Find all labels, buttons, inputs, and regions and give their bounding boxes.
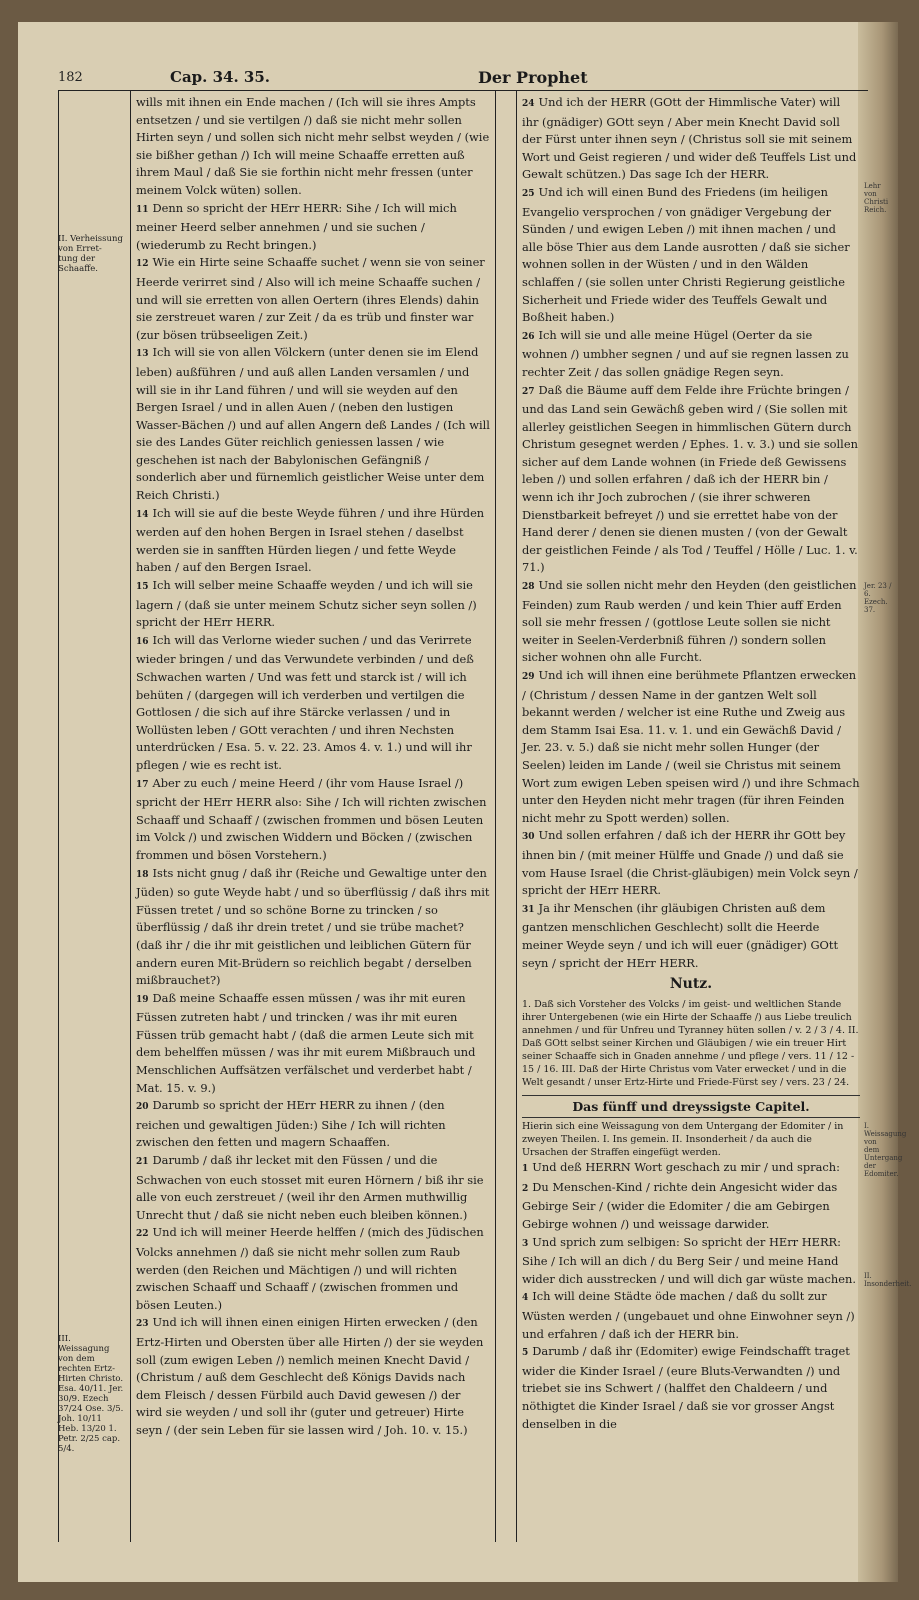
verse-text: Ists nicht gnug / daß ihr (Reiche und Gewaltige unter den Jüden) so gute Weyde habt / und so überflüssig / daß ihrs mit Füssen tretet / und so schöne Borne zu trincken / so überflüssig / daß ihr drein tretet / und sie trübe machet? (daß ihr / die ihr mit geistlichen und leiblichen Gütern für andern euren Mit-Brüdern so reichlich begabt / derselben mißbrauchet?) <box>136 865 490 988</box>
verse <box>136 505 490 577</box>
verse <box>136 775 490 865</box>
right-margin-note: Lehr von Christi Reich. <box>864 182 889 214</box>
verse <box>136 94 490 200</box>
verse-text: Und deß HERRN Wort geschach zu mir / und sprach: <box>532 1160 840 1175</box>
verse <box>522 1288 860 1343</box>
verse-number: 1 <box>522 1164 529 1175</box>
verse-number: 24 <box>522 99 535 109</box>
chapter-reference: Cap. 34. 35. <box>170 68 271 86</box>
verse <box>136 344 490 504</box>
chapter-34-verses <box>522 94 860 972</box>
left-gutter <box>58 94 130 1554</box>
verse-number: 19 <box>136 994 149 1005</box>
verse-text: Denn so spricht der HErr HERR: Sihe / Ich will mich meiner Heerd selber annehmen / und sie suchen / (wiederumb zu Recht bringen.) <box>136 200 457 252</box>
left-text-column <box>136 94 490 1544</box>
verse-text: Ja ihr Menschen (ihr gläubigen Christen auß dem gantzen menschlichen Geschlecht) sollt die Heerde meiner Weyde seyn / und ich will euer (gnädiger) GOtt seyn / spricht der HErr HERR. <box>522 900 839 970</box>
verse-text: Und ich will meiner Heerde helffen / (mich des Jüdischen Volcks annehmen /) daß sie nicht mehr sollen zum Raub werden (den Reichen und Mächtigen /) und will richten zwischen Schaaff und Schaaff / (zwischen frommen und bösen Leuten.) <box>136 1225 484 1312</box>
chapter-35-verses <box>522 1159 860 1433</box>
chapter-35-summary: Hierin sich eine Weissagung von dem Untergang der Edomiter / in zweyen Theilen. I. Ins gemein. II. Insonderheit / da auch die Ursachen der Straffen eingefügt werden. <box>522 1121 844 1159</box>
verse <box>136 865 490 990</box>
column-divider-inner <box>516 90 517 1542</box>
verse <box>136 632 490 775</box>
verse <box>136 1152 490 1224</box>
verse-text: Darumb so spricht der HErr HERR zu ihnen / (den reichen und gewaltigen Jüden:) Sihe / Ich will richten zwischen den fetten und magern Schaaffen. <box>136 1098 446 1150</box>
verse-text: Und sprich zum selbigen: So spricht der HErr HERR: Sihe / Ich will an dich / du Berg Seir / und meine Hand wider dich ausstrecken / und will dich gar wüste machen. <box>522 1234 856 1286</box>
book-spine <box>858 22 912 1582</box>
page-header <box>58 68 858 90</box>
verse <box>522 667 860 827</box>
verse-number: 4 <box>522 1293 529 1304</box>
verse-text: Und ich will einen Bund des Friedens (im heiligen Evangelio versprochen / von gnädiger Vergebung der Sünden / und ewigen Leben /) mit ihnen machen / und alle böse Thier aus dem Lande ausrotten / daß sie sicher wohnen sollen in der Wüsten / und in den Wälden schlaffen / (sie sollen unter Christi Regierung geistliche Sicherheit und Friede wider des Teuffels Gewalt und Boßheit haben.) <box>522 184 850 325</box>
page-number: 182 <box>58 70 83 85</box>
verse <box>136 990 490 1098</box>
verse-number: 23 <box>136 1319 149 1330</box>
verse-text: Daß meine Schaaffe essen müssen / was ihr mit euren Füssen zutreten habt / und trincken / was ihr mit euren Füssen trüb gemacht habt / (daß die armen Leute sich mit dem behelffen müssen / was ihr mit eurem Mißbrauch und Menschlichen Auffsätzen verfälschet und verderbet habt / Mat. 15. v. 9.) <box>136 990 476 1095</box>
verse <box>136 1314 490 1439</box>
verse <box>136 254 490 344</box>
nutz-text: 1. Daß sich Vorsteher des Volcks / im geist- und weltlichen Stande ihrer Untergebenen (wie ein Hirte der Schaaffe /) aus Liebe treulich annehmen / und für Unfreu und Tyranney hüten sollen / v. 2 / 3 / 4. II. Daß GOtt selbst seiner Kirchen und Gläubigen / wie ein treuer Hirt seiner Schaaffe sich in Gnaden annehme / und pflege / vers. 11 / 12 - 15 / 16. III. Daß der Hirte Christus vom Vater erwecket / und in die Welt gesandt / unser Ertz-Hirte und Friede-Fürst sey / vers. 23 / 24. <box>522 998 859 1088</box>
verse <box>522 1234 860 1289</box>
verse <box>522 827 860 899</box>
verse-text: Darumb / daß ihr lecket mit den Füssen / und die Schwachen von euch stosset mit euren Hörnern / biß ihr sie alle von euch zerstreuet / (weil ihr den Armen muthwillig Unrecht thut / daß sie nicht neben euch bleiben können.) <box>136 1153 484 1222</box>
verse <box>522 1179 860 1234</box>
column-divider <box>495 90 496 1542</box>
verse-number: 21 <box>136 1157 149 1168</box>
verse-number: 22 <box>136 1229 149 1240</box>
verse-text: wills mit ihnen ein Ende machen / (Ich will sie ihres Ampts entsetzen / und sie vertilgen /) daß sie nicht mehr sollen Hirten seyn / und sollen sich nicht mehr selbst weyden / (wie sie bißher gethan /) Ich will meine Schaaffe erretten auß ihrem Maul / daß Sie sie forthin nicht mehr fressen (unter meinem Volck wüten) sollen. <box>136 95 490 197</box>
verse-text: Ich will sie von allen Völckern (unter denen sie im Elend leben) außführen / und auß allen Landen versamlen / und will sie in ihr Land führen / und will sie weyden auf den Bergen Israel / und in allen Auen / (neben den lustigen Wasser-Bächen /) und auf allen Angern deß Landes / (Ich will sie des Landes Güter reichlich geniessen lassen / wie geschehen ist nach der Babylonischen Gefängniß / sonderlich aber und fürnemlich geistlicher Weise unter dem Reich Christi.) <box>136 345 490 503</box>
verse <box>136 1097 490 1152</box>
right-text-column <box>522 94 860 1544</box>
verse-number: 27 <box>522 386 535 397</box>
book-page <box>18 22 912 1582</box>
verse-text: Und sollen erfahren / daß ich der HERR ihr GOtt bey ihnen bin / (mit meiner Hülffe und Gnade /) und daß sie vom Hause Israel (die Christ-gläubigen) mein Volck seyn / spricht der HErr HERR. <box>522 828 858 898</box>
verse <box>522 184 860 327</box>
gutter-note: II. Verheissung von Erret- tung der Schaaffe. <box>58 234 123 274</box>
header-rule <box>58 90 868 91</box>
gutter-note: III. Weissagung von dem rechten Ertz- Hirten Christo. Esa. 40/11. Jer. 30/9. Ezech 37/24 Ose. 3/5. Joh. 10/11 Heb. 13/20 1. Petr. 2/25 cap. 5/4. <box>58 1334 124 1454</box>
right-margin-note: II. Insonderheit. <box>864 1272 912 1288</box>
verse-number: 26 <box>522 331 535 342</box>
verse-text: Und ich will ihnen eine berühmete Pflantzen erwecken / (Christum / dessen Name in der gantzen Welt soll bekannt werden / welcher ist eine Ruthe und Zweig aus dem Stamm Isai Esa. 11. v. 1. und ein Gewächß David / Jer. 23. v. 5.) daß sie nicht mehr sollen Hunger (der Seelen) leiden im Lande / (weil sie Christus mit seinem Wort zum ewigen Leben speisen wird /) und ihre Schmach unter den Heyden nicht mehr tragen (für ihren Feinden nicht mehr zu Spott werden) sollen. <box>522 668 860 825</box>
running-head: Der Prophet <box>478 68 588 87</box>
verse-number: 14 <box>136 509 149 520</box>
verse-text: Ich will sie und alle meine Hügel (Oerter da sie wohnen /) umbher segnen / und auf sie regnen lassen zu rechter Zeit / das sollen gnädige Regen seyn. <box>522 327 849 379</box>
verse-text: Ich will selber meine Schaaffe weyden / und ich will sie lagern / (daß sie unter meinem Schutz sicher seyn sollen /) spricht der HErr HERR. <box>136 578 477 630</box>
right-margin-note: I. Weissagung von dem Untergang der Edomiter. <box>864 1122 907 1178</box>
verse <box>136 200 490 255</box>
verse-number: 18 <box>136 869 149 880</box>
verse-number: 12 <box>136 259 149 270</box>
verse-text: Wie ein Hirte seine Schaaffe suchet / wenn sie von seiner Heerde verirret sind / Also will ich meine Schaaffe suchen / und will sie erretten von allen Oertern (ihres Elends) dahin sie zerstreuet waren / zur Zeit / da es trüb und finster war (zur bösen trübseeligen Zeit.) <box>136 255 485 342</box>
verse <box>522 900 860 972</box>
verse <box>522 577 860 667</box>
verse-text: Und ich will ihnen einen einigen Hirten erwecken / (den Ertz-Hirten und Obersten über alle Hirten /) der sie weyden soll (zum ewigen Leben /) nemlich meinen Knecht David / (Christum / auß dem Geschlecht deß Königs Davids nach dem Fleisch / dessen Fürbild auch David gewesen /) der wird sie weyden / und soll ihr (guter und getreuer) Hirte seyn / (der sein Leben für sie lassen wird / Joh. 10. v. 15.) <box>136 1315 484 1437</box>
verse-number: 17 <box>136 779 149 790</box>
verse-number: 25 <box>522 188 535 199</box>
verse <box>136 1224 490 1314</box>
verse-number: 2 <box>522 1183 529 1194</box>
verse-number: 5 <box>522 1348 529 1359</box>
gutter-rule <box>130 90 131 1542</box>
verse-number: 29 <box>522 672 535 682</box>
verse-text: Aber zu euch / meine Heerd / (ihr vom Hause Israel /) spricht der HErr HERR also: Sihe / Ich will richten zwischen Schaaff und Schaaff / (zwischen frommen und bösen Leuten im Volck /) und zwischen Widdern und Böcken / (zwischen frommen und bösen Vorstehern.) <box>136 775 487 862</box>
verse <box>522 1159 860 1179</box>
verse <box>522 94 860 184</box>
verse-number: 28 <box>522 582 535 593</box>
verse-number: 16 <box>136 636 149 647</box>
verse-number: 15 <box>136 582 149 593</box>
verse-number: 31 <box>522 904 535 915</box>
verse-text: Darumb / daß ihr (Edomiter) ewige Feindschafft traget wider die Kinder Israel / (eure Bluts-Verwandten /) und triebet sie ins Schwert / (halffet den Chaldeern / und nöthigtet die Kinder Israel / daß sie vor grosser Angst denselben in die <box>522 1344 850 1431</box>
verse-number: 20 <box>136 1102 149 1113</box>
verse-number: 30 <box>522 832 535 843</box>
verse-text: Ich will das Verlorne wieder suchen / und das Verirrete wieder bringen / und das Verwundete verbinden / und deß Schwachen warten / Und was fett und starck ist / will ich behüten / (dargegen will ich verderben und vertilgen die Gottlosen / die sich auf ihre Stärcke verlassen / und in Wollüsten leben / GOtt verachten / und ihren Nechsten unterdrücken / Esa. 5. v. 22. 23. Amos 4. v. 1.) und will ihr pflegen / wie es recht ist. <box>136 632 474 772</box>
chapter-35-title: Das fünff und dreyssigste Capitel. <box>522 1095 860 1119</box>
verse-text: Ich will deine Städte öde machen / daß du sollt zur Wüsten werden / (ungebauet und ohne Einwohner seyn /) und erfahren / daß ich der HERR bin. <box>522 1289 855 1341</box>
verse <box>522 1343 860 1433</box>
right-margin-note: Jer. 23 / 6. Ezech. 37. <box>864 582 892 614</box>
verse-text: Ich will sie auf die beste Weyde führen / und ihre Hürden werden auf den hohen Bergen in Israel stehen / daselbst werden sie in sanfften Hürden liegen / und fette Weyde haben / auf den Bergen Israel. <box>136 505 485 575</box>
nutz-heading: Nutz. <box>669 976 713 993</box>
verse <box>522 382 860 578</box>
verse-number: 13 <box>136 349 149 360</box>
verse-number: 3 <box>522 1238 529 1249</box>
verse-text: Und ich der HERR (GOtt der Himmlische Vater) will ihr (gnädiger) GOtt seyn / Aber mein Knecht David soll der Fürst unter ihnen seyn / (Christus soll sie mit seinem Wort und Geist regieren / und wider deß Teuffels List und Gewalt schützen.) Das sage Ich der HERR. <box>522 95 857 182</box>
verse-text: Daß die Bäume auff dem Felde ihre Früchte bringen / und das Land sein Gewächß geben wird / (Sie sollen mit allerley geistlichen Seegen in himmlischen Gütern durch Christum gesegnet werden / Ephes. 1. v. 3.) und sie sollen sicher auf dem Lande wohnen (in Friede deß Gewissens leben /) und sollen erfahren / daß ich der HERR bin / wenn ich ihr Joch zubrochen / (sie ihrer schweren Dienstbarkeit befreyet /) und sie errettet habe von der Hand derer / denen sie dienen musten / (von der Gewalt der geistlichen Feinde / als Tod / Teuffel / Hölle / Luc. 1. v. 71.) <box>522 382 858 575</box>
verse-text: Du Menschen-Kind / richte dein Angesicht wider das Gebirge Seir / (wider die Edomiter / die am Gebirgen Gebirge wohnen /) und weissage darwider. <box>522 1179 838 1232</box>
verse <box>522 327 860 382</box>
verse-text: Und sie sollen nicht mehr den Heyden (den geistlichen Feinden) zum Raub werden / und kein Thier auff Erden soll sie mehr fressen / (gottlose Leute sollen sie nicht weiter in Seelen-Verderbniß führen /) sondern sollen sicher wohnen ohn alle Furcht. <box>522 578 857 665</box>
verse <box>136 577 490 632</box>
verse-number: 11 <box>136 204 149 215</box>
